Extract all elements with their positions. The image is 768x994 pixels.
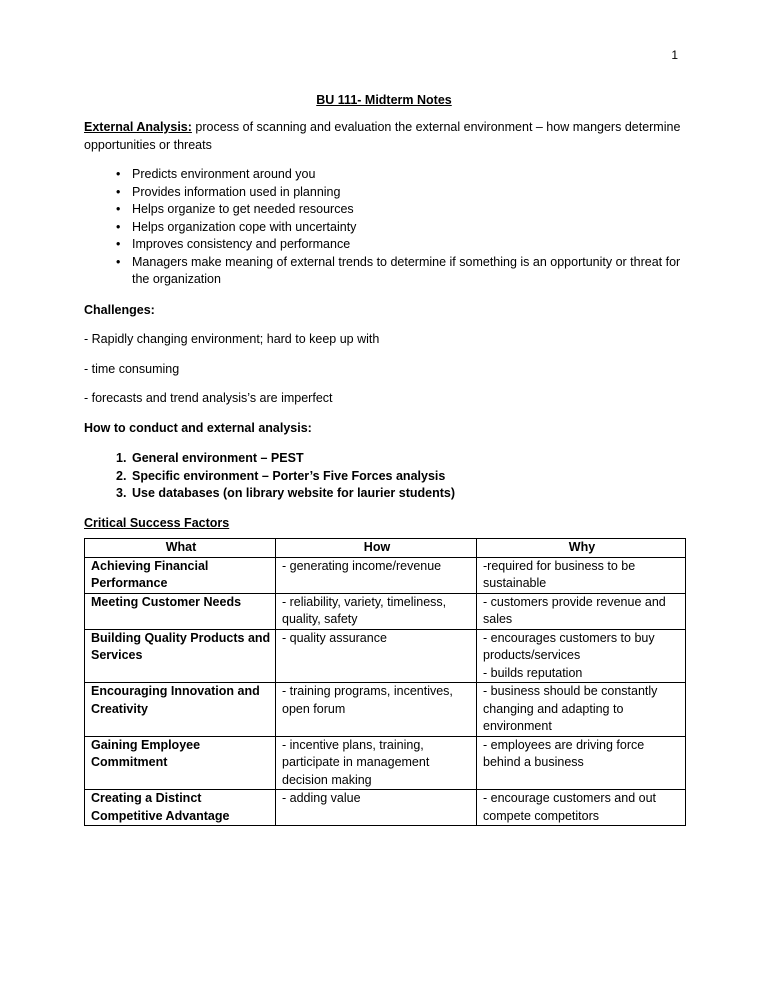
page-number: 1 (671, 48, 678, 62)
external-analysis-label: External Analysis: (84, 120, 192, 134)
why-cell: -required for business to be sustainable (477, 557, 686, 593)
what-cell: Gaining Employee Commitment (85, 736, 276, 790)
what-cell: Encouraging Innovation and Creativity (85, 683, 276, 737)
challenge-item: - forecasts and trend analysis’s are imperfect (84, 391, 333, 405)
table-row (85, 629, 686, 683)
how-cell: - reliability, variety, timeliness, quality, safety (276, 593, 477, 629)
why-cell: - business should be constantly changing and adapting to environment (477, 683, 686, 737)
notes-body (84, 119, 686, 826)
external-analysis-bullets (84, 166, 686, 289)
why-cell: - employees are driving force behind a business (477, 736, 686, 790)
challenge-item: - Rapidly changing environment; hard to keep up with (84, 332, 380, 346)
table-header-row (85, 539, 686, 558)
list-item: • Improves consistency and performance (116, 236, 686, 254)
step-text: Specific environment – Porter’s Five Forces analysis (132, 468, 446, 483)
why-line: - builds reputation (483, 665, 583, 680)
csf-heading: Critical Success Factors (84, 515, 230, 530)
challenges-heading: Challenges: (84, 302, 155, 317)
what-cell: Achieving Financial Performance (85, 557, 276, 593)
column-header-why: Why (477, 539, 686, 558)
how-cell: - adding value (276, 790, 477, 826)
what-cell: Meeting Customer Needs (85, 593, 276, 629)
list-item: • Predicts environment around you (116, 166, 686, 184)
step-text: Use databases (on library website for laurier students) (132, 486, 456, 500)
page-title: BU 111- Midterm Notes (316, 93, 452, 107)
how-to-heading: How to conduct and external analysis: (84, 420, 312, 435)
why-cell: - encourage customers and out compete competitors (477, 790, 686, 826)
column-header-how: How (276, 539, 477, 558)
table-row (85, 736, 686, 790)
list-item: • Helps organize to get needed resources (116, 201, 686, 219)
why-cell: - customers provide revenue and sales (477, 593, 686, 629)
table-row (85, 557, 686, 593)
why-line: - encourages customers to buy products/services (483, 630, 655, 662)
step-number: 1. (116, 451, 127, 465)
how-to-steps (84, 450, 686, 503)
table-row (85, 593, 686, 629)
step-number: 3. (116, 486, 127, 500)
column-header-what: What (85, 539, 276, 558)
how-cell: - generating income/revenue (276, 557, 477, 593)
how-cell: - incentive plans, training, participate in management decision making (276, 736, 477, 790)
how-cell: - quality assurance (276, 629, 477, 683)
what-cell: Creating a Distinct Competitive Advantage (85, 790, 276, 826)
what-cell: Building Quality Products and Services (85, 629, 276, 683)
list-item: • Managers make meaning of external trends to determine if something is an opportunity or threat for the organization (116, 254, 686, 289)
step-text: General environment – PEST (132, 451, 304, 465)
list-item: • Provides information used in planning (116, 184, 686, 202)
list-item (116, 468, 686, 486)
why-cell (477, 629, 686, 683)
challenge-item: - time consuming (84, 361, 180, 376)
step-number: 2. (116, 468, 127, 483)
external-analysis-paragraph (84, 119, 686, 154)
list-item (116, 450, 686, 468)
table-row (85, 683, 686, 737)
how-cell: - training programs, incentives, open forum (276, 683, 477, 737)
table-row (85, 790, 686, 826)
list-item: • Helps organization cope with uncertainty (116, 219, 686, 237)
list-item (116, 485, 686, 503)
external-analysis-definition: process of scanning and evaluation the external environment – how mangers determine opportunities or threats (84, 120, 681, 152)
csf-table (84, 538, 686, 826)
